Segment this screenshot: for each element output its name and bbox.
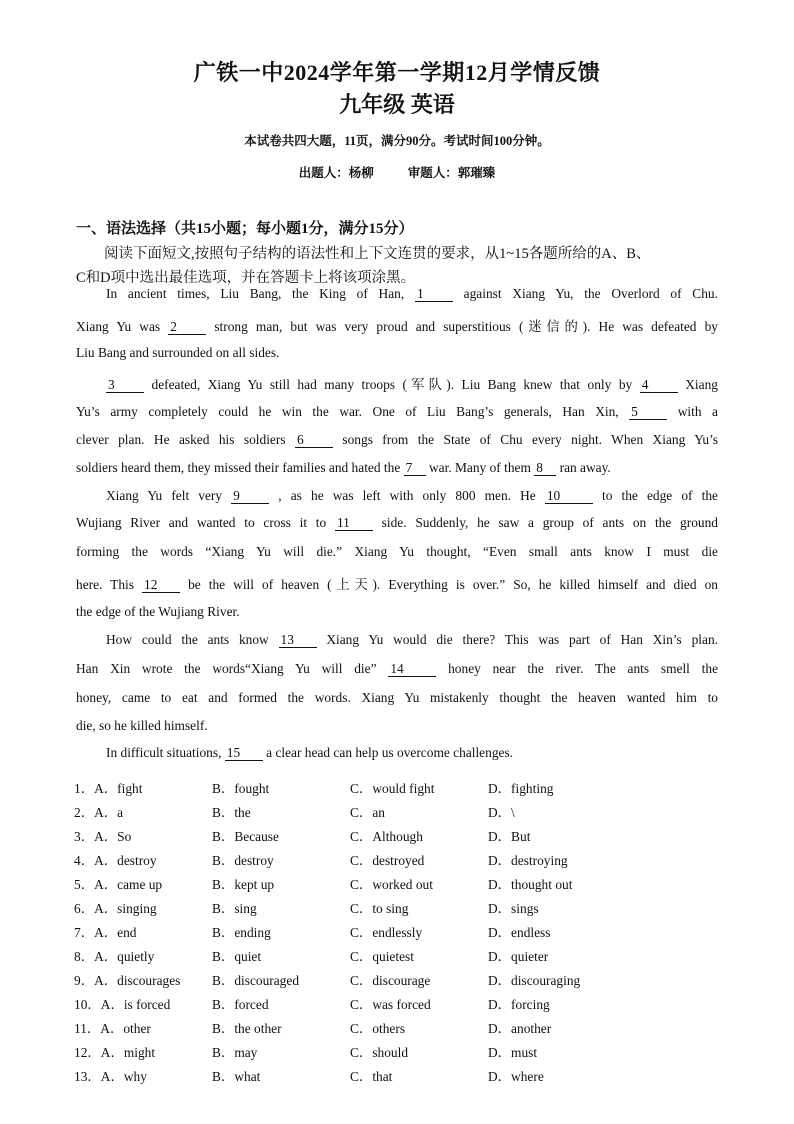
option-a: 13．A．why: [74, 1069, 147, 1084]
option-a: 8．A．quietly: [74, 949, 155, 964]
option-a: 6．A．singing: [74, 901, 157, 916]
text: Xiang Yu would die there? This was part of Han Xin’s plan.: [326, 632, 718, 647]
text: honey near the river. The ants smell the: [448, 661, 719, 676]
text: Han Xin wrote the words“Xiang Yu will die”: [76, 661, 377, 676]
instruction-line-1: 阅读下面短文,按照句子结构的语法性和上下文连贯的要求，从1~15各题所给的A、B、: [104, 246, 651, 262]
blank-11: 11: [335, 516, 373, 531]
passage-line: [106, 488, 718, 504]
setter: 出题人：杨柳: [298, 166, 374, 180]
passage-line: [106, 374, 718, 393]
text: In ancient times, Liu Bang, the King of Han,: [106, 286, 405, 301]
option-d: D．must: [488, 1045, 538, 1060]
text: against Xiang Yu, the Overlord of Chu.: [463, 286, 718, 301]
passage-line: [76, 432, 718, 448]
option-b: B．destroy: [212, 853, 274, 868]
passage-line: [76, 604, 718, 620]
text: to the edge of the: [601, 488, 718, 503]
passage-line: [76, 661, 718, 677]
option-d: D．endless: [488, 925, 551, 940]
text: here. This: [76, 577, 134, 592]
option-c: C．destroyed: [350, 853, 425, 868]
blank-1: 1: [415, 287, 453, 302]
blank-7: 7: [404, 461, 426, 476]
passage-line: [106, 745, 718, 761]
option-b: B．may: [212, 1045, 258, 1060]
exam-subtitle: 九年级 英语: [339, 92, 455, 117]
passage-line: [106, 632, 718, 648]
passage-line: [106, 286, 718, 302]
blank-15: 15: [225, 746, 263, 761]
option-c: C．quietest: [350, 949, 414, 964]
text: songs from the State of Chu every night. When Xiang Yu’s: [342, 432, 719, 447]
option-c: C．should: [350, 1045, 409, 1060]
text: Xiang: [685, 377, 718, 392]
option-d: D．forcing: [488, 997, 550, 1012]
section-heading: 一、语法选择（共15小题；每小题1分，满分15分）: [76, 221, 414, 237]
passage-line: [76, 718, 718, 734]
text: Xiang Yu was: [76, 319, 161, 334]
option-b: B．the other: [212, 1021, 282, 1036]
blank-5: 5: [629, 405, 667, 420]
option-d: D．\: [488, 805, 515, 820]
text: a clear head can help us overcome challenges.: [266, 745, 514, 760]
option-c: C．an: [350, 805, 385, 820]
option-b: B．kept up: [212, 877, 275, 892]
option-d: D．destroying: [488, 853, 568, 868]
text: forming the words “Xiang Yu will die.” Xiang Yu thought, “Even small ants know I must die: [76, 544, 718, 559]
passage-line: [76, 515, 718, 531]
text: honey, came to eat and formed the words. Xiang Yu mistakenly thought the heaven wanted him to: [76, 690, 718, 705]
text: with a: [677, 404, 718, 419]
option-a: 3．A．So: [74, 829, 132, 844]
option-a: 10．A．is forced: [74, 997, 171, 1012]
option-b: B．what: [212, 1069, 261, 1084]
option-b: B．forced: [212, 997, 269, 1012]
text: Wujiang River and wanted to cross it to: [76, 515, 327, 530]
exam-info: 本试卷共四大题，11页，满分90分。考试时间100分钟。: [244, 134, 550, 148]
option-d: D．quieter: [488, 949, 549, 964]
blank-3: 3: [106, 378, 144, 393]
blank-2: 2: [168, 320, 206, 335]
option-c: C．that: [350, 1069, 393, 1084]
option-c: C．endlessly: [350, 925, 423, 940]
blank-13: 13: [279, 633, 317, 648]
text: clever plan. He asked his soldiers: [76, 432, 286, 447]
text: soldiers heard them, they missed their families and hated the: [76, 460, 401, 475]
option-c: C．others: [350, 1021, 406, 1036]
text: strong man, but was very proud and superstitious (迷信的). He was defeated by: [214, 319, 718, 334]
text: ran away.: [559, 460, 611, 475]
option-a: 7．A．end: [74, 925, 137, 940]
blank-9: 9: [231, 489, 269, 504]
option-b: B．fought: [212, 781, 270, 796]
text: die, so he killed himself.: [76, 718, 208, 733]
option-c: C．would fight: [350, 781, 435, 796]
option-d: D．where: [488, 1069, 544, 1084]
instruction-line-2: C和D项中选出最佳选项，并在答题卡上将该项涂黑。: [76, 270, 416, 286]
option-a: 12．A．might: [74, 1045, 156, 1060]
option-b: B．Because: [212, 829, 279, 844]
option-a: 4．A．destroy: [74, 853, 157, 868]
text: Yu’s army completely could he win the war. One of Liu Bang’s generals, Han Xin,: [76, 404, 619, 419]
option-d: D．But: [488, 829, 531, 844]
option-d: D．sings: [488, 901, 539, 916]
option-b: B．discouraged: [212, 973, 300, 988]
text: defeated, Xiang Yu still had many troops (军队). Liu Bang knew that only by: [151, 377, 633, 392]
text: Xiang Yu felt very: [106, 488, 223, 503]
passage-line: [76, 316, 718, 335]
option-c: C．Although: [350, 829, 423, 844]
passage-line: [76, 574, 718, 593]
text: Liu Bang and surrounded on all sides.: [76, 345, 280, 360]
option-b: B．quiet: [212, 949, 262, 964]
reviewer: 审题人：郭璀臻: [407, 166, 496, 180]
text: , as he was left with only 800 men. He: [278, 488, 536, 503]
option-d: D．discouraging: [488, 973, 581, 988]
text: war. Many of them: [428, 460, 531, 475]
option-c: C．was forced: [350, 997, 431, 1012]
blank-6: 6: [295, 433, 333, 448]
option-b: B．the: [212, 805, 251, 820]
exam-title: 广铁一中2024学年第一学期12月学情反馈: [193, 60, 601, 85]
option-a: 9．A．discourages: [74, 973, 181, 988]
option-a: 1．A．fight: [74, 781, 143, 796]
blank-8: 8: [534, 461, 556, 476]
option-a: 2．A．a: [74, 805, 124, 820]
text: be the will of heaven (上天). Everything is over.” So, he killed himself and died on: [188, 577, 718, 592]
passage-line: [76, 460, 718, 476]
blank-4: 4: [640, 378, 678, 393]
text: In difficult situations,: [106, 745, 222, 760]
option-d: D．thought out: [488, 877, 573, 892]
passage-line: [76, 544, 718, 560]
text: side. Suddenly, he saw a group of ants on the ground: [381, 515, 718, 530]
text: the edge of the Wujiang River.: [76, 604, 240, 619]
option-b: B．sing: [212, 901, 257, 916]
option-a: 5．A．came up: [74, 877, 163, 892]
option-c: C．worked out: [350, 877, 433, 892]
option-d: D．another: [488, 1021, 552, 1036]
option-d: D．fighting: [488, 781, 554, 796]
exam-authors: [0, 163, 794, 181]
option-c: C．discourage: [350, 973, 431, 988]
passage-line: [76, 404, 718, 420]
text: How could the ants know: [106, 632, 269, 647]
option-a: 11．A．other: [74, 1021, 151, 1036]
passage-line: [76, 690, 718, 706]
option-b: B．ending: [212, 925, 271, 940]
blank-12: 12: [142, 578, 180, 593]
blank-14: 14: [388, 662, 436, 677]
blank-10: 10: [545, 489, 593, 504]
option-c: C．to sing: [350, 901, 409, 916]
passage-line: [76, 345, 718, 361]
